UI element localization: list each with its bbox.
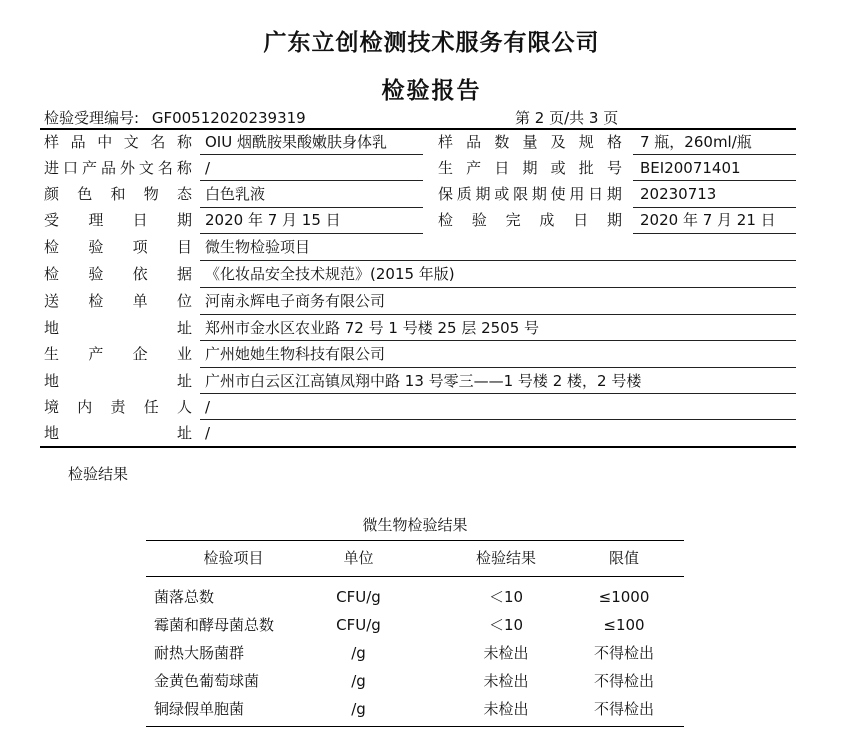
- info-value-2: 7 瓶，260ml/瓶: [640, 133, 752, 151]
- value-underline: [200, 419, 796, 420]
- info-label: 地 址: [44, 424, 192, 442]
- info-label: 地 址: [44, 372, 192, 390]
- table-row: [146, 611, 684, 639]
- cell-unit: /g: [351, 672, 366, 690]
- header-result: 检验结果: [475, 549, 536, 567]
- info-row: [40, 368, 796, 394]
- results-table-caption: 微生物检验结果: [362, 516, 468, 534]
- info-label: 送 检 单 位: [44, 292, 192, 310]
- info-value: /: [205, 159, 211, 177]
- cell-limit: 不得检出: [593, 700, 654, 718]
- acceptance-number-line: [44, 107, 306, 128]
- value-underline: [200, 314, 796, 315]
- header-item: 检验项目: [203, 549, 264, 567]
- table-row: [146, 639, 684, 667]
- cell-item: 金黄色葡萄球菌: [154, 672, 260, 690]
- header-limit: 限值: [608, 549, 639, 567]
- info-label: 检 验 项 目: [44, 238, 192, 256]
- cell-item: 耐热大肠菌群: [154, 644, 245, 662]
- info-value: /: [205, 398, 211, 416]
- info-row: [40, 288, 796, 314]
- report-title: 检验报告: [381, 78, 482, 104]
- cell-item: 菌落总数: [154, 588, 215, 606]
- info-label-2: 保 质 期 或 限 期 使 用 日 期: [438, 185, 622, 203]
- info-label: 颜 色 和 物 态: [44, 185, 192, 203]
- cell-unit: /g: [351, 700, 366, 718]
- value-underline: [200, 287, 796, 288]
- info-row: [40, 129, 796, 155]
- info-row: [40, 420, 796, 446]
- cell-limit: 不得检出: [593, 644, 654, 662]
- value-underline: [200, 367, 796, 368]
- cell-result: 未检出: [483, 672, 529, 690]
- header-unit: 单位: [343, 549, 374, 567]
- info-value: 郑州市金水区农业路 72 号 1 号楼 25 层 2505 号: [205, 319, 540, 337]
- value-underline: [200, 340, 796, 341]
- cell-result: ＜10: [488, 616, 524, 634]
- value-underline: [200, 233, 423, 234]
- results-section-label: 检验结果: [68, 465, 129, 483]
- table-bottom-rule: [40, 446, 796, 448]
- info-label: 地 址: [44, 319, 192, 337]
- info-label: 检 验 依 据: [44, 265, 192, 283]
- info-row: [40, 394, 796, 420]
- info-value: 微生物检验项目: [205, 238, 311, 256]
- table-row: [146, 695, 684, 723]
- info-value: 广州她她生物科技有限公司: [205, 345, 386, 363]
- value-underline: [200, 260, 796, 261]
- info-label: 境 内 责 任 人: [44, 398, 192, 416]
- value-underline: [200, 154, 423, 155]
- value-underline: [633, 154, 796, 155]
- info-value: 广州市白云区江高镇凤翔中路 13 号零三——1 号楼 2 楼，2 号楼: [205, 372, 642, 390]
- info-value-2: 2020 年 7 月 21 日: [640, 211, 776, 229]
- company-name: 广东立创检测技术服务有限公司: [263, 30, 600, 56]
- value-underline: [633, 180, 796, 181]
- cell-limit: 不得检出: [593, 672, 654, 690]
- acceptance-label: 检验受理编号:: [44, 109, 140, 127]
- info-label: 生 产 企 业: [44, 345, 192, 363]
- info-value: OIU 烟酰胺果酸嫩肤身体乳: [205, 133, 387, 151]
- info-row: [40, 155, 796, 181]
- info-label-2: 样 品 数 量 及 规 格: [438, 133, 622, 151]
- table-row: [146, 667, 684, 695]
- info-label: 样 品 中 文 名 称: [44, 133, 192, 151]
- info-row: [40, 181, 796, 207]
- info-row: [40, 341, 796, 367]
- info-value: /: [205, 424, 211, 442]
- cell-unit: /g: [351, 644, 366, 662]
- results-header-rule: [146, 576, 684, 577]
- info-label-2: 检 验 完 成 日 期: [438, 211, 622, 229]
- value-underline: [633, 233, 796, 234]
- cell-limit: ≤100: [603, 616, 645, 634]
- results-header-row: [146, 544, 684, 572]
- value-underline: [200, 393, 796, 394]
- info-label: 受 理 日 期: [44, 211, 192, 229]
- value-underline: [200, 207, 423, 208]
- cell-unit: CFU/g: [336, 588, 381, 606]
- results-bottom-rule: [146, 726, 684, 727]
- info-value-2: BEI20071401: [640, 159, 741, 177]
- cell-result: 未检出: [483, 644, 529, 662]
- info-value: 白色乳液: [205, 185, 266, 203]
- info-row: [40, 261, 796, 287]
- cell-result: ＜10: [488, 588, 524, 606]
- page-info: 第 2 页/共 3 页: [515, 109, 619, 127]
- info-value: 《化妆品安全技术规范》(2015 年版): [205, 265, 455, 283]
- table-row: [146, 583, 684, 611]
- info-value-2: 20230713: [640, 185, 717, 203]
- results-top-rule: [146, 540, 684, 541]
- info-row: [40, 315, 796, 341]
- info-row: [40, 207, 796, 233]
- cell-item: 铜绿假单胞菌: [154, 700, 245, 718]
- info-label-2: 生 产 日 期 或 批 号: [438, 159, 622, 177]
- cell-limit: ≤1000: [598, 588, 650, 606]
- cell-unit: CFU/g: [336, 616, 381, 634]
- value-underline: [633, 207, 796, 208]
- acceptance-number: GF00512020239319: [151, 109, 306, 127]
- cell-item: 霉菌和酵母菌总数: [154, 616, 275, 634]
- info-value: 2020 年 7 月 15 日: [205, 211, 341, 229]
- info-label: 进 口 产 品 外 文 名 称: [44, 159, 192, 177]
- info-row: [40, 234, 796, 260]
- cell-result: 未检出: [483, 700, 529, 718]
- info-value: 河南永辉电子商务有限公司: [205, 292, 386, 310]
- value-underline: [200, 180, 423, 181]
